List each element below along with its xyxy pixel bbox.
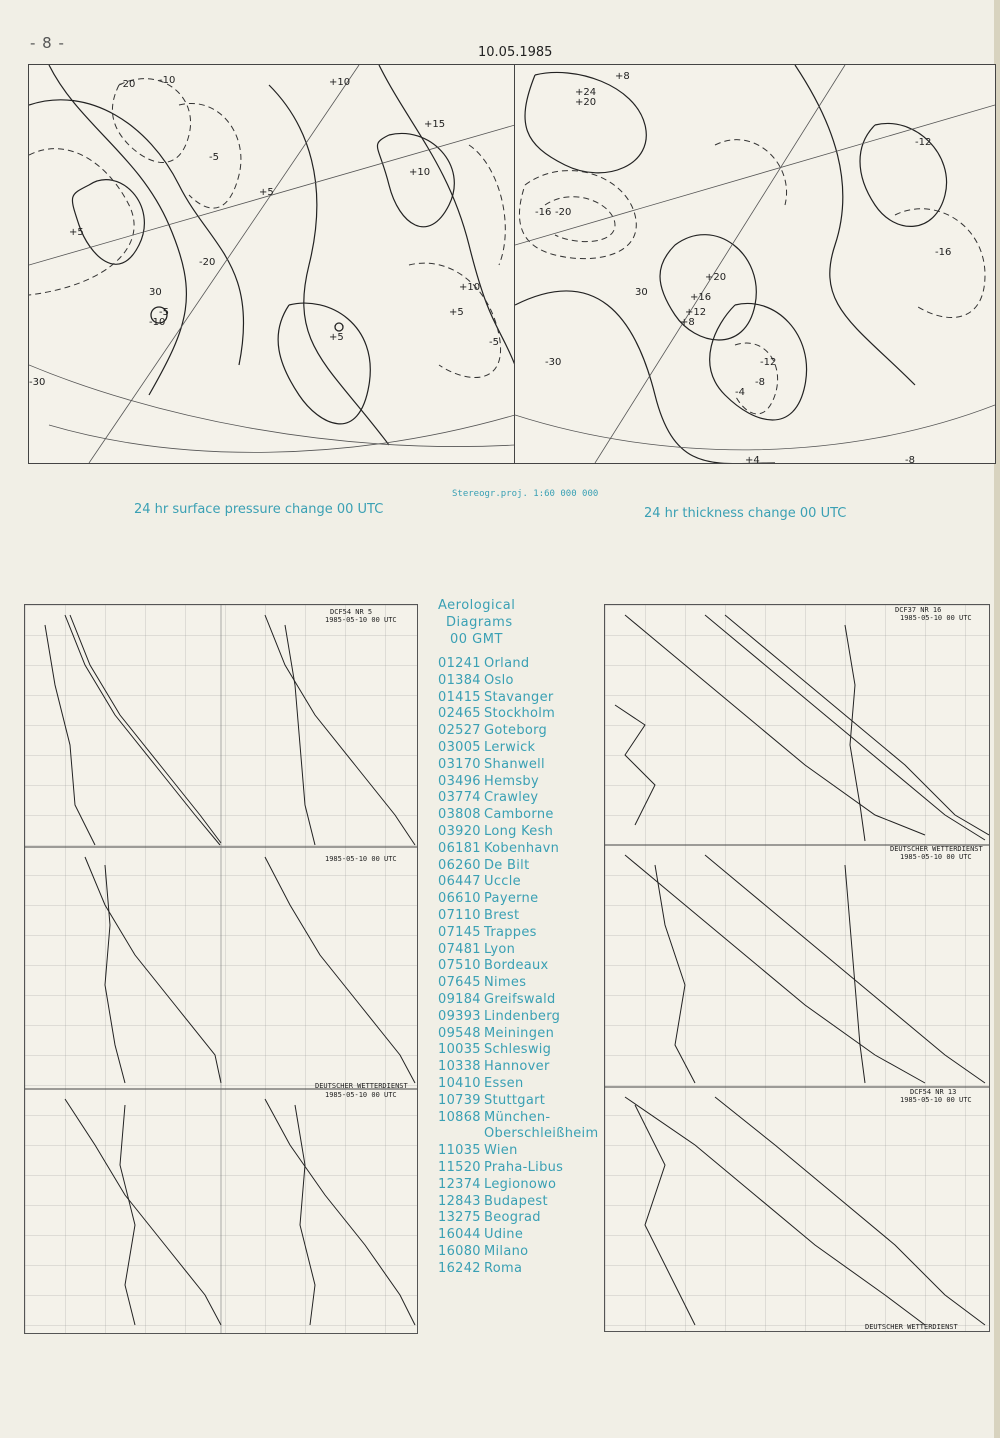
station-row	[438, 774, 598, 791]
station-row	[438, 1093, 598, 1110]
svg-text:+5: +5	[449, 307, 464, 318]
station-row	[438, 1110, 598, 1127]
station-name: Lindenberg	[484, 1008, 561, 1024]
station-name: De Bilt	[484, 857, 530, 873]
station-name: Schleswig	[484, 1042, 552, 1058]
svg-text:-12: -12	[915, 137, 932, 148]
svg-text:-4: -4	[735, 387, 745, 398]
svg-text:+5: +5	[69, 227, 84, 238]
station-id: 02527	[438, 723, 481, 739]
svg-text:-5: -5	[159, 307, 169, 318]
station-row	[438, 992, 598, 1009]
station-row	[438, 757, 598, 774]
station-name: Wien	[484, 1143, 518, 1159]
station-id: 12843	[438, 1193, 481, 1209]
station-name: Meiningen	[484, 1025, 555, 1041]
svg-text:+4: +4	[745, 455, 760, 463]
aerological-diagrams-left-graphic	[25, 605, 417, 1333]
station-list-panel	[438, 597, 598, 1277]
diagram-l1-id: DCF54 NR 5	[330, 608, 373, 616]
page-date: 10.05.1985	[478, 45, 553, 60]
station-row	[438, 1026, 598, 1043]
station-id: 09548	[438, 1025, 481, 1041]
svg-text:-8: -8	[905, 455, 915, 463]
svg-text:-10: -10	[159, 75, 176, 86]
thickness-map-graphic	[515, 65, 995, 463]
station-row	[438, 1194, 598, 1211]
station-id: 09393	[438, 1008, 481, 1024]
station-row	[438, 975, 598, 992]
diagram-r3-date: 1985-05-10 00 UTC	[900, 1096, 972, 1104]
diagram-r1-date: 1985-05-10 00 UTC	[900, 614, 972, 622]
diagram-r1-id: DCF37 NR 16	[895, 606, 942, 614]
station-name: Stavanger	[484, 689, 554, 705]
svg-text:-10: -10	[149, 317, 166, 328]
station-row	[438, 1042, 598, 1059]
station-id: 07510	[438, 958, 481, 974]
diagram-r3-id: DCF54 NR 13	[910, 1088, 957, 1096]
svg-text:+12: +12	[685, 307, 707, 318]
station-row	[438, 790, 598, 807]
station-row	[438, 1009, 598, 1026]
station-id: 01415	[438, 689, 481, 705]
station-id: 10410	[438, 1075, 481, 1091]
aerological-diagrams-right-graphic	[605, 605, 989, 1331]
station-name: Trappes	[484, 924, 537, 940]
station-name: Nimes	[484, 975, 527, 991]
station-id: 16080	[438, 1243, 481, 1259]
station-id: 06610	[438, 891, 481, 907]
station-row	[438, 1210, 598, 1227]
thickness-change-map	[514, 64, 996, 464]
station-name: Brest	[484, 907, 520, 923]
station-id: 02465	[438, 706, 481, 722]
station-id: 03496	[438, 773, 481, 789]
station-id: 07110	[438, 907, 481, 923]
station-name: Orland	[484, 656, 530, 671]
station-row	[438, 874, 598, 891]
svg-text:-5: -5	[209, 152, 219, 163]
page-number: - 8 -	[30, 34, 65, 52]
svg-text:+8: +8	[680, 317, 695, 328]
thickness-caption: 24 hr thickness change 00 UTC	[644, 506, 847, 521]
station-row	[438, 1076, 598, 1093]
projection-note: Stereogr.proj. 1:60 000 000	[452, 489, 599, 499]
svg-text:30: 30	[149, 287, 162, 298]
station-row	[438, 824, 598, 841]
svg-text:-8: -8	[755, 377, 765, 388]
station-name: Payerne	[484, 891, 539, 907]
station-name: Milano	[484, 1243, 529, 1259]
svg-text:+10: +10	[329, 77, 351, 88]
diagram-l3-org: DEUTSCHER WETTERDIENST	[315, 1082, 408, 1090]
station-name: Legionowo	[484, 1176, 557, 1192]
station-row	[438, 807, 598, 824]
station-id: 09184	[438, 991, 481, 1007]
station-id: 07145	[438, 924, 481, 940]
station-row	[438, 706, 598, 723]
svg-text:+20: +20	[705, 272, 727, 283]
station-id	[438, 1126, 484, 1143]
station-id: 10868	[438, 1109, 481, 1125]
station-row	[438, 656, 598, 673]
station-id: 16242	[438, 1260, 481, 1276]
svg-text:-16: -16	[935, 247, 952, 258]
station-id: 16044	[438, 1227, 481, 1243]
diagram-r2-org: DEUTSCHER WETTERDIENST	[890, 845, 983, 853]
surface-pressure-map-graphic	[29, 65, 515, 463]
station-title-line-1: Aerological	[438, 598, 516, 613]
diagram-l2-date: 1985-05-10 00 UTC	[325, 855, 397, 863]
svg-text:-30: -30	[29, 377, 46, 388]
station-name: Essen	[484, 1075, 524, 1091]
station-row	[438, 908, 598, 925]
station-name: Camborne	[484, 807, 554, 823]
station-row	[438, 891, 598, 908]
diagram-l1-date: 1985-05-10 00 UTC	[325, 616, 397, 624]
svg-text:+16: +16	[690, 292, 712, 303]
station-row	[438, 1261, 598, 1278]
diagram-r3-org: DEUTSCHER WETTERDIENST	[865, 1323, 958, 1331]
station-row	[438, 858, 598, 875]
station-row	[438, 841, 598, 858]
station-title-line-3: 00 GMT	[450, 632, 503, 647]
station-row	[438, 690, 598, 707]
station-name: Udine	[484, 1227, 524, 1243]
svg-text:-16: -16	[535, 207, 552, 218]
station-name: Beograd	[484, 1210, 541, 1226]
surface-pressure-change-map	[28, 64, 515, 464]
svg-text:+8: +8	[615, 71, 630, 82]
svg-text:-20: -20	[119, 79, 136, 90]
station-id: 07645	[438, 975, 481, 991]
station-id: 11520	[438, 1159, 481, 1175]
station-id: 03774	[438, 790, 481, 806]
station-id: 10739	[438, 1092, 481, 1108]
svg-text:-12: -12	[760, 357, 777, 368]
station-name: Crawley	[484, 790, 539, 806]
svg-text:+5: +5	[259, 187, 274, 198]
station-row	[438, 1059, 598, 1076]
station-row	[438, 1143, 598, 1160]
station-name: Greifswald	[484, 991, 556, 1007]
station-id: 03170	[438, 756, 481, 772]
station-id: 01241	[438, 656, 481, 671]
station-name: Lerwick	[484, 739, 536, 755]
station-name: Stockholm	[484, 706, 556, 722]
station-name: Lyon	[484, 941, 516, 957]
station-row	[438, 1177, 598, 1194]
station-row	[438, 942, 598, 959]
station-title-line-2: Diagrams	[446, 615, 513, 630]
station-name: Uccle	[484, 874, 521, 890]
station-id: 06447	[438, 874, 481, 890]
station-name: Long Kesh	[484, 823, 554, 839]
svg-text:+20: +20	[575, 97, 597, 108]
svg-text:+15: +15	[424, 119, 446, 130]
station-name: Kobenhavn	[484, 840, 560, 856]
station-id: 12374	[438, 1176, 481, 1192]
station-row	[438, 958, 598, 975]
station-row	[438, 1126, 598, 1143]
station-id: 10338	[438, 1059, 481, 1075]
station-id: 13275	[438, 1210, 481, 1226]
station-row	[438, 925, 598, 942]
svg-text:-5: -5	[489, 337, 499, 348]
svg-text:+10: +10	[409, 167, 431, 178]
station-name: Oberschleißheim	[484, 1126, 599, 1142]
station-id: 03920	[438, 823, 481, 839]
station-id: 01384	[438, 672, 481, 688]
station-row	[438, 1244, 598, 1261]
station-name: Budapest	[484, 1193, 548, 1209]
surface-pressure-caption: 24 hr surface pressure change 00 UTC	[134, 502, 384, 517]
station-row	[438, 740, 598, 757]
station-name: Roma	[484, 1260, 523, 1276]
station-name: München-	[484, 1109, 551, 1125]
station-name: Stuttgart	[484, 1092, 546, 1108]
station-id: 03005	[438, 739, 481, 755]
station-row	[438, 1227, 598, 1244]
station-name: Oslo	[484, 672, 514, 688]
station-name: Bordeaux	[484, 958, 549, 974]
station-name: Shanwell	[484, 756, 545, 772]
svg-text:-20: -20	[555, 207, 572, 218]
aerological-diagrams-left	[24, 604, 418, 1334]
station-id: 10035	[438, 1042, 481, 1058]
aerological-diagrams-right	[604, 604, 990, 1332]
station-row	[438, 1160, 598, 1177]
station-name: Praha-Libus	[484, 1159, 564, 1175]
station-id: 06260	[438, 857, 481, 873]
station-id: 03808	[438, 807, 481, 823]
station-name: Hemsby	[484, 773, 539, 789]
svg-text:+10: +10	[459, 282, 481, 293]
svg-text:+5: +5	[329, 332, 344, 343]
diagram-l3-date: 1985-05-10 00 UTC	[325, 1091, 397, 1099]
station-name: Goteborg	[484, 723, 548, 739]
station-id: 11035	[438, 1143, 481, 1159]
station-list	[438, 656, 598, 1277]
station-row	[438, 723, 598, 740]
svg-text:-30: -30	[545, 357, 562, 368]
station-id: 06181	[438, 840, 481, 856]
svg-text:30: 30	[635, 287, 648, 298]
svg-text:-20: -20	[199, 257, 216, 268]
station-id: 07481	[438, 941, 481, 957]
diagram-r2-date: 1985-05-10 00 UTC	[900, 853, 972, 861]
station-row	[438, 673, 598, 690]
svg-text:+24: +24	[575, 87, 597, 98]
station-name: Hannover	[484, 1059, 550, 1075]
